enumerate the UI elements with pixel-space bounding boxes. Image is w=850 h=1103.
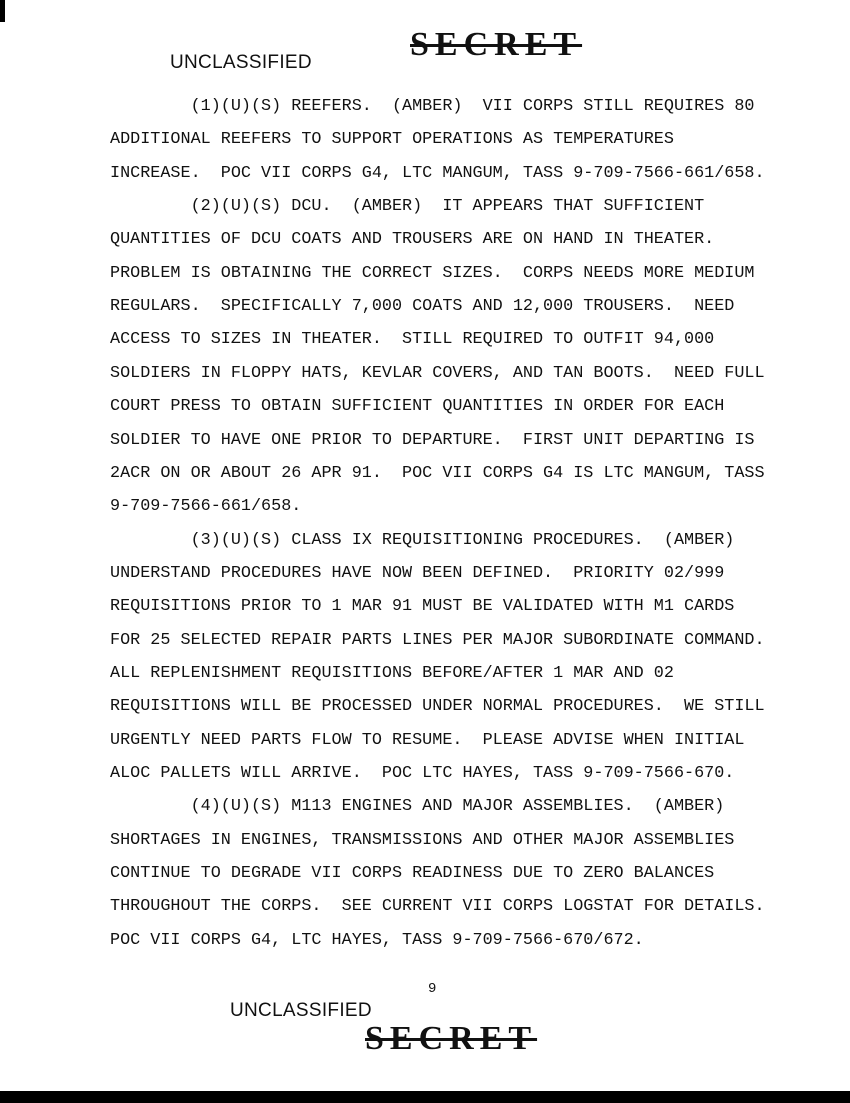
text-line: PROBLEM IS OBTAINING THE CORRECT SIZES. CORPS NEEDS MORE MEDIUM [110,263,755,283]
text-line: (1)(U)(S) REEFERS. (AMBER) VII CORPS STILL REQUIRES 80 [110,97,755,116]
text-line: ALL REPLENISHMENT REQUISITIONS BEFORE/AFTER 1 MAR AND 02 [110,663,674,683]
text-line: REGULARS. SPECIFICALLY 7,000 COATS AND 12,000 TROUSERS. NEED [110,297,735,317]
text-line: ACCESS TO SIZES IN THEATER. STILL REQUIRED TO OUTFIT 94,000 [110,330,715,350]
text-line: REQUISITIONS PRIOR TO 1 MAR 91 MUST BE VALIDATED WITH M1 CARDS [110,597,735,617]
text-line: REQUISITIONS WILL BE PROCESSED UNDER NORMAL PROCEDURES. WE STILL [110,697,765,717]
text-line: COURT PRESS TO OBTAIN SUFFICIENT QUANTITIES IN ORDER FOR EACH [110,397,725,417]
text-line: CONTINUE TO DEGRADE VII CORPS READINESS DUE TO ZERO BALANCES [110,864,715,884]
scan-bottom-edge [0,1091,850,1103]
text-line: ALOC PALLETS WILL ARRIVE. POC LTC HAYES, TASS 9-709-7566-670. [110,764,735,783]
unclassified-marking-bottom: UNCLASSIFIED [230,1000,372,1021]
secret-marking-bottom: SECRET [365,1020,538,1057]
page-number: 9 [428,981,437,997]
text-line: (2)(U)(S) DCU. (AMBER) IT APPEARS THAT SUFFICIENT [110,197,705,217]
text-line: QUANTITIES OF DCU COATS AND TROUSERS ARE ON HAND IN THEATER. [110,230,715,250]
text-line: (3)(U)(S) CLASS IX REQUISITIONING PROCEDURES. (AMBER) [110,530,735,550]
text-line: THROUGHOUT THE CORPS. SEE CURRENT VII CORPS LOGSTAT FOR DETAILS. [110,897,765,917]
text-line: 9-709-7566-661/658. [110,497,302,517]
text-line: (4)(U)(S) M113 ENGINES AND MAJOR ASSEMBLIES. (AMBER) [110,797,725,817]
text-line: UNDERSTAND PROCEDURES HAVE NOW BEEN DEFINED. PRIORITY 02/999 [110,563,725,583]
text-line: SOLDIERS IN FLOPPY HATS, KEVLAR COVERS, AND TAN BOOTS. NEED FULL [110,363,765,383]
text-line: SHORTAGES IN ENGINES, TRANSMISSIONS AND OTHER MAJOR ASSEMBLIES [110,830,735,850]
text-line: 2ACR ON OR ABOUT 26 APR 91. POC VII CORPS G4 IS LTC MANGUM, TASS [110,463,765,483]
text-line: SOLDIER TO HAVE ONE PRIOR TO DEPARTURE. FIRST UNIT DEPARTING IS [110,430,755,450]
text-line: ADDITIONAL REEFERS TO SUPPORT OPERATIONS AS TEMPERATURES [110,130,674,150]
scan-edge [0,0,5,22]
unclassified-marking-top: UNCLASSIFIED [170,52,312,73]
text-line: POC VII CORPS G4, LTC HAYES, TASS 9-709-7566-670/672. [110,930,644,950]
secret-marking-top: SECRET [410,26,583,63]
text-line: URGENTLY NEED PARTS FLOW TO RESUME. PLEASE ADVISE WHEN INITIAL [110,730,745,750]
text-line: INCREASE. POC VII CORPS G4, LTC MANGUM, TASS 9-709-7566-661/658. [110,163,765,183]
text-line: FOR 25 SELECTED REPAIR PARTS LINES PER MAJOR SUBORDINATE COMMAND. [110,630,765,650]
